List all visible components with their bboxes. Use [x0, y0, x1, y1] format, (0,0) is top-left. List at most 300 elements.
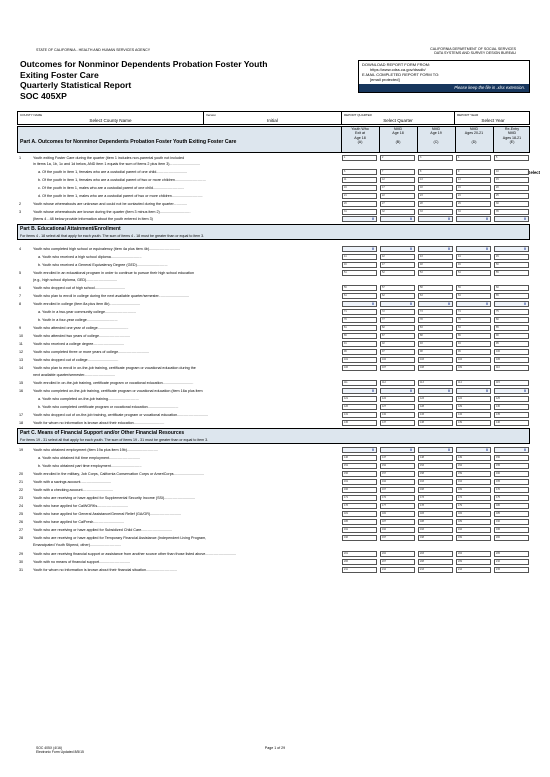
row-label: Youth who dropped out of college.............................. — [33, 358, 119, 362]
year-label: REPORT YEAR — [457, 113, 479, 117]
county-select[interactable]: Select County Name — [89, 118, 132, 123]
entry-cell[interactable] — [456, 262, 491, 268]
entry-cell[interactable] — [342, 262, 377, 268]
entry-cell[interactable] — [380, 487, 415, 493]
entry-cell[interactable] — [380, 535, 415, 541]
entry-cell[interactable] — [456, 201, 491, 207]
entry-cell[interactable] — [494, 185, 529, 191]
row-number: 10 — [19, 334, 24, 338]
entry-cell[interactable] — [380, 412, 415, 418]
entry-cell[interactable] — [342, 404, 377, 410]
entry-cell[interactable] — [418, 177, 453, 183]
entry-cell[interactable] — [342, 209, 377, 215]
cell-number: 149 — [458, 456, 462, 459]
column-heading-line: NMD — [393, 127, 403, 131]
entry-cell[interactable] — [456, 341, 491, 347]
entry-cell[interactable] — [418, 209, 453, 215]
cell-number: 12 — [382, 178, 385, 181]
entry-cell[interactable] — [342, 357, 377, 363]
cell-number: 98 — [420, 350, 423, 353]
cell-number: 51 — [344, 271, 347, 274]
entry-cell[interactable] — [380, 309, 415, 315]
entry-cell[interactable] — [456, 185, 491, 191]
cell-number: 200 — [496, 536, 500, 539]
entry-cell[interactable] — [380, 285, 415, 291]
entry-cell[interactable] — [380, 333, 415, 339]
row-label: a. Youth who obtained full time employment.............................. — [38, 456, 140, 460]
cell-number: 102 — [382, 358, 386, 361]
entry-cell[interactable] — [380, 471, 415, 477]
entry-cell[interactable] — [494, 487, 529, 493]
row-number: 1 — [19, 156, 22, 160]
entry-cell[interactable] — [456, 519, 491, 525]
entry-cell[interactable] — [380, 169, 415, 175]
entry-cell[interactable] — [418, 262, 453, 268]
entry-cell[interactable] — [380, 519, 415, 525]
total-cell[interactable] — [342, 301, 377, 307]
cell-number: 209 — [458, 560, 462, 563]
entry-cell[interactable] — [456, 455, 491, 461]
entry-cell[interactable] — [494, 551, 529, 557]
entry-cell[interactable] — [456, 309, 491, 315]
entry-cell[interactable] — [342, 412, 377, 418]
cell-number: 184 — [458, 512, 462, 515]
entry-cell[interactable] — [494, 333, 529, 339]
entry-cell[interactable] — [456, 535, 491, 541]
entry-cell[interactable] — [494, 357, 529, 363]
entry-cell[interactable] — [380, 527, 415, 533]
entry-cell[interactable] — [456, 495, 491, 501]
entry-cell[interactable] — [418, 333, 453, 339]
entry-cell[interactable] — [342, 341, 377, 347]
total-cell[interactable] — [456, 447, 491, 453]
entry-cell[interactable] — [494, 559, 529, 565]
entry-cell[interactable] — [494, 404, 529, 410]
entry-cell[interactable] — [494, 380, 529, 386]
entry-cell[interactable] — [494, 309, 529, 315]
cell-number: 139 — [458, 421, 462, 424]
entry-cell[interactable] — [494, 155, 529, 161]
column-heading-5 — [493, 127, 530, 152]
entry-cell[interactable] — [418, 293, 453, 299]
entry-cell[interactable] — [380, 479, 415, 485]
entry-cell[interactable] — [418, 519, 453, 525]
entry-cell[interactable] — [380, 349, 415, 355]
total-cell[interactable] — [456, 216, 491, 222]
entry-cell[interactable] — [456, 412, 491, 418]
entry-cell[interactable] — [342, 185, 377, 191]
entry-cell[interactable] — [456, 169, 491, 175]
entry-cell[interactable] — [380, 495, 415, 501]
entry-cell[interactable] — [456, 254, 491, 260]
total-cell[interactable] — [456, 246, 491, 252]
entry-cell[interactable] — [456, 404, 491, 410]
total-cell[interactable] — [494, 301, 529, 307]
entry-cell[interactable] — [342, 559, 377, 565]
entry-cell[interactable] — [380, 420, 415, 426]
entry-cell[interactable] — [456, 479, 491, 485]
entry-cell[interactable] — [456, 471, 491, 477]
download-url-link[interactable]: https://www.cdss.ca.gov/dssdb/ — [370, 67, 426, 72]
entry-cell[interactable] — [456, 380, 491, 386]
year-select[interactable]: Select Year — [481, 118, 505, 123]
entry-cell[interactable] — [342, 567, 377, 573]
entry-cell[interactable] — [418, 551, 453, 557]
total-cell[interactable] — [494, 216, 529, 222]
total-cell[interactable] — [494, 447, 529, 453]
entry-cell[interactable] — [494, 412, 529, 418]
entry-cell[interactable] — [494, 341, 529, 347]
cell-number: 25 — [496, 194, 499, 197]
total-cell[interactable] — [380, 447, 415, 453]
entry-cell[interactable] — [456, 420, 491, 426]
entry-cell[interactable] — [456, 527, 491, 533]
column-heading-line: (E) — [509, 139, 515, 144]
entry-cell[interactable] — [456, 270, 491, 276]
entry-cell[interactable] — [342, 455, 377, 461]
cell-number: 194 — [458, 528, 462, 531]
cell-number: 178 — [420, 504, 424, 507]
cell-number: 197 — [382, 536, 386, 539]
entry-cell[interactable] — [342, 487, 377, 493]
entry-cell[interactable] — [456, 463, 491, 469]
entry-cell[interactable] — [418, 535, 453, 541]
entry-cell[interactable] — [342, 503, 377, 509]
entry-cell[interactable] — [418, 341, 453, 347]
entry-cell[interactable] — [380, 404, 415, 410]
row-label: Youth exiting Foster Care during the quarter (item 1 includes non-parental youth not included — [33, 156, 185, 160]
cell-number: 138 — [420, 421, 424, 424]
entry-cell[interactable] — [380, 455, 415, 461]
cell-number: 128 — [420, 405, 424, 408]
entry-cell[interactable] — [494, 455, 529, 461]
entry-cell[interactable] — [418, 365, 453, 371]
entry-cell[interactable] — [494, 349, 529, 355]
entry-cell[interactable] — [418, 463, 453, 469]
email-label: E-MAIL COMPLETED REPORT FORM TO: — [362, 72, 440, 77]
entry-cell[interactable] — [342, 396, 377, 402]
total-cell[interactable] — [456, 301, 491, 307]
select-tab[interactable]: Select — [527, 170, 540, 175]
cell-number: 83 — [420, 326, 423, 329]
entry-cell[interactable] — [494, 325, 529, 331]
entry-cell[interactable] — [380, 567, 415, 573]
entry-cell[interactable] — [494, 495, 529, 501]
entry-cell[interactable] — [342, 285, 377, 291]
entry-cell[interactable] — [494, 396, 529, 402]
entry-cell[interactable] — [342, 177, 377, 183]
entry-cell[interactable] — [494, 479, 529, 485]
entry-cell[interactable] — [456, 193, 491, 199]
entry-cell[interactable] — [494, 285, 529, 291]
entry-cell[interactable] — [380, 559, 415, 565]
entry-cell[interactable] — [418, 479, 453, 485]
cell-number: 133 — [420, 413, 424, 416]
total-cell[interactable] — [342, 388, 377, 394]
entry-cell[interactable] — [342, 155, 377, 161]
row-label: Youth who dropped out of on-the-job training, certificate program or vocational education.............................. — [33, 413, 208, 417]
entry-cell[interactable] — [418, 567, 453, 573]
entry-cell[interactable] — [380, 155, 415, 161]
entry-cell[interactable] — [418, 380, 453, 386]
entry-cell[interactable] — [494, 535, 529, 541]
entry-cell[interactable] — [418, 396, 453, 402]
entry-cell[interactable] — [380, 317, 415, 323]
total-cell[interactable] — [418, 447, 453, 453]
entry-cell[interactable] — [380, 201, 415, 207]
cell-number: 2 — [382, 156, 384, 159]
entry-cell[interactable] — [418, 404, 453, 410]
entry-cell[interactable] — [418, 185, 453, 191]
entry-cell[interactable] — [380, 463, 415, 469]
entry-cell[interactable] — [342, 169, 377, 175]
total-cell[interactable] — [380, 388, 415, 394]
entry-cell[interactable] — [342, 527, 377, 533]
entry-cell[interactable] — [418, 412, 453, 418]
entry-cell[interactable] — [494, 293, 529, 299]
entry-cell[interactable] — [494, 201, 529, 207]
entry-cell[interactable] — [456, 559, 491, 565]
entry-cell[interactable] — [380, 185, 415, 191]
entry-cell[interactable] — [342, 380, 377, 386]
entry-cell[interactable] — [456, 177, 491, 183]
total-value: 0 — [372, 217, 374, 221]
cell-number: 9 — [458, 170, 460, 173]
entry-cell[interactable] — [494, 169, 529, 175]
cell-number: 196 — [344, 536, 348, 539]
entry-cell[interactable] — [494, 471, 529, 477]
entry-cell[interactable] — [380, 503, 415, 509]
entry-cell[interactable] — [380, 341, 415, 347]
entry-cell[interactable] — [342, 535, 377, 541]
entry-cell[interactable] — [456, 325, 491, 331]
entry-cell[interactable] — [418, 357, 453, 363]
cell-number: 88 — [420, 334, 423, 337]
column-heading-line: (D) — [471, 139, 477, 144]
cell-number: 199 — [458, 536, 462, 539]
entry-cell[interactable] — [418, 349, 453, 355]
entry-cell[interactable] — [418, 169, 453, 175]
entry-cell[interactable] — [380, 177, 415, 183]
entry-cell[interactable] — [494, 177, 529, 183]
entry-cell[interactable] — [418, 285, 453, 291]
cell-number: 75 — [496, 310, 499, 313]
entry-cell[interactable] — [342, 270, 377, 276]
entry-cell[interactable] — [418, 471, 453, 477]
entry-cell[interactable] — [342, 365, 377, 371]
total-cell[interactable] — [456, 388, 491, 394]
email-link[interactable]: [email protected] — [370, 77, 400, 82]
total-cell[interactable] — [380, 301, 415, 307]
entry-cell[interactable] — [456, 317, 491, 323]
quarter-cell — [342, 112, 455, 124]
cell-number: 131 — [344, 413, 348, 416]
entry-cell[interactable] — [342, 551, 377, 557]
entry-cell[interactable] — [418, 527, 453, 533]
department-caption — [430, 47, 516, 55]
entry-cell[interactable] — [418, 254, 453, 260]
entry-cell[interactable] — [342, 479, 377, 485]
entry-cell[interactable] — [342, 519, 377, 525]
total-cell[interactable] — [494, 388, 529, 394]
entry-cell[interactable] — [418, 559, 453, 565]
total-cell[interactable] — [418, 301, 453, 307]
entry-cell[interactable] — [456, 357, 491, 363]
total-cell[interactable] — [418, 388, 453, 394]
entry-cell[interactable] — [456, 487, 491, 493]
entry-cell[interactable] — [456, 285, 491, 291]
cell-number: 94 — [458, 342, 461, 345]
cell-number: 18 — [420, 186, 423, 189]
entry-cell[interactable] — [342, 511, 377, 517]
entry-cell[interactable] — [342, 471, 377, 477]
entry-cell[interactable] — [418, 487, 453, 493]
entry-cell[interactable] — [342, 309, 377, 315]
title-line-2: Exiting Foster Care — [20, 69, 99, 80]
cell-number: 96 — [344, 350, 347, 353]
entry-cell[interactable] — [342, 293, 377, 299]
column-heading-line: (A) — [357, 139, 363, 144]
total-cell[interactable] — [342, 216, 377, 222]
cell-number: 115 — [496, 381, 500, 384]
entry-cell[interactable] — [494, 511, 529, 517]
entry-cell[interactable] — [456, 293, 491, 299]
row-number: 27 — [19, 528, 24, 532]
entry-cell[interactable] — [418, 420, 453, 426]
entry-cell[interactable] — [456, 567, 491, 573]
entry-cell[interactable] — [456, 209, 491, 215]
entry-cell[interactable] — [418, 155, 453, 161]
entry-cell[interactable] — [418, 201, 453, 207]
cell-number: 161 — [344, 480, 348, 483]
entry-cell[interactable] — [342, 193, 377, 199]
cell-number: 113 — [420, 381, 424, 384]
entry-cell[interactable] — [342, 420, 377, 426]
total-cell[interactable] — [342, 447, 377, 453]
cell-number: 31 — [344, 210, 347, 213]
entry-cell[interactable] — [456, 155, 491, 161]
entry-cell[interactable] — [456, 365, 491, 371]
total-value: 0 — [372, 448, 374, 452]
cell-number: 34 — [458, 210, 461, 213]
total-cell[interactable] — [342, 246, 377, 252]
total-value: 0 — [448, 389, 450, 393]
entry-cell[interactable] — [418, 317, 453, 323]
entry-cell[interactable] — [494, 567, 529, 573]
entry-cell[interactable] — [418, 495, 453, 501]
entry-cell[interactable] — [418, 455, 453, 461]
total-value: 0 — [372, 389, 374, 393]
entry-cell[interactable] — [380, 254, 415, 260]
entry-cell[interactable] — [494, 262, 529, 268]
entry-cell[interactable] — [342, 333, 377, 339]
quarter-select[interactable]: Select Quarter — [383, 118, 413, 123]
entry-cell[interactable] — [494, 270, 529, 276]
entry-cell[interactable] — [494, 193, 529, 199]
cell-number: 32 — [382, 210, 385, 213]
entry-cell[interactable] — [456, 511, 491, 517]
total-cell[interactable] — [418, 246, 453, 252]
cell-number: 47 — [382, 263, 385, 266]
cell-number: 134 — [458, 413, 462, 416]
entry-cell[interactable] — [380, 293, 415, 299]
entry-cell[interactable] — [342, 317, 377, 323]
entry-cell[interactable] — [380, 365, 415, 371]
entry-cell[interactable] — [456, 503, 491, 509]
entry-cell[interactable] — [342, 325, 377, 331]
entry-cell[interactable] — [342, 495, 377, 501]
entry-cell[interactable] — [494, 317, 529, 323]
entry-cell[interactable] — [380, 551, 415, 557]
entry-cell[interactable] — [494, 519, 529, 525]
version-select[interactable]: Initial — [267, 118, 278, 123]
entry-cell[interactable] — [380, 262, 415, 268]
entry-cell[interactable] — [342, 254, 377, 260]
entry-cell[interactable] — [418, 503, 453, 509]
entry-cell[interactable] — [494, 209, 529, 215]
entry-cell[interactable] — [418, 511, 453, 517]
cell-number: 163 — [420, 480, 424, 483]
entry-cell[interactable] — [494, 463, 529, 469]
total-cell[interactable] — [418, 216, 453, 222]
entry-cell[interactable] — [456, 349, 491, 355]
entry-cell[interactable] — [494, 254, 529, 260]
entry-cell[interactable] — [456, 396, 491, 402]
entry-cell[interactable] — [456, 333, 491, 339]
total-cell[interactable] — [380, 216, 415, 222]
total-cell[interactable] — [494, 246, 529, 252]
entry-cell[interactable] — [380, 396, 415, 402]
entry-cell[interactable] — [418, 309, 453, 315]
column-heading-line: NMD — [469, 127, 479, 131]
entry-cell[interactable] — [342, 349, 377, 355]
entry-cell[interactable] — [494, 503, 529, 509]
cell-number: 137 — [382, 421, 386, 424]
cell-number: 192 — [382, 528, 386, 531]
entry-cell[interactable] — [380, 209, 415, 215]
entry-cell[interactable] — [494, 420, 529, 426]
row-label: b. Youth who obtained part time employment.............................. — [38, 464, 142, 468]
entry-cell[interactable] — [418, 325, 453, 331]
cell-number: 55 — [496, 271, 499, 274]
entry-cell[interactable] — [380, 511, 415, 517]
entry-cell[interactable] — [380, 357, 415, 363]
entry-cell[interactable] — [456, 551, 491, 557]
entry-cell[interactable] — [342, 463, 377, 469]
cell-number: 33 — [420, 210, 423, 213]
row-label: Youth who attended one year of college.............................. — [33, 326, 129, 330]
cell-number: 65 — [496, 294, 499, 297]
cell-number: 22 — [382, 194, 385, 197]
entry-cell[interactable] — [380, 380, 415, 386]
entry-cell[interactable] — [380, 193, 415, 199]
cell-number: 101 — [344, 358, 348, 361]
entry-cell[interactable] — [494, 365, 529, 371]
entry-cell[interactable] — [342, 201, 377, 207]
total-cell[interactable] — [380, 246, 415, 252]
cell-number: 6 — [344, 170, 346, 173]
entry-cell[interactable] — [494, 527, 529, 533]
entry-cell[interactable] — [380, 325, 415, 331]
cell-number: 86 — [344, 334, 347, 337]
entry-cell[interactable] — [418, 270, 453, 276]
entry-cell[interactable] — [418, 193, 453, 199]
cell-number: 159 — [458, 472, 462, 475]
cell-number: 174 — [458, 496, 462, 499]
cell-number: 191 — [344, 528, 348, 531]
entry-cell[interactable] — [380, 270, 415, 276]
cell-number: 169 — [458, 488, 462, 491]
